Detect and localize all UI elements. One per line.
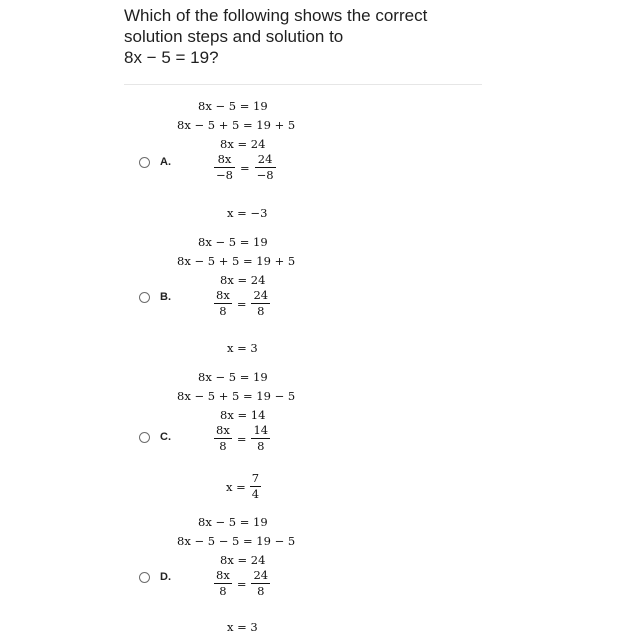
- option-a-fraction-right-numerator: 24: [257, 152, 273, 166]
- option-a-radio[interactable]: [139, 157, 150, 168]
- option-a-step-1: 8x − 5 = 19: [198, 99, 268, 113]
- option-d-radio[interactable]: [139, 572, 150, 583]
- option-d-division-step: $\frac{8x}{8}$ = $\frac{24}{8}$: [216, 568, 269, 598]
- option-c-letter: C.: [160, 431, 171, 443]
- option-a-step-2: 8x − 5 + 5 = 19 + 5: [177, 118, 296, 132]
- option-c-result-fraction: [250, 472, 261, 501]
- option-b-fraction-left-denominator: 8: [219, 304, 227, 318]
- option-a-fraction-right: [255, 153, 276, 182]
- option-c-step-1: 8x − 5 = 19: [198, 370, 268, 384]
- option-d-fraction-left-denominator: 8: [219, 584, 227, 598]
- option-a-fraction-left-numerator: 8x: [217, 152, 232, 166]
- option-c-result-denominator: 4: [251, 487, 260, 501]
- option-c-fraction-right: [251, 424, 270, 453]
- option-b-fraction-right: [251, 289, 270, 318]
- question-line-3: 8x − 5 = 19?: [124, 48, 219, 67]
- option-d-fraction-left-numerator: 8x: [216, 568, 230, 582]
- option-a-fraction-right-denominator: −8: [256, 168, 274, 182]
- option-d-fraction-right: [251, 569, 270, 598]
- option-a-result: x = −3: [227, 206, 268, 220]
- option-c-radio[interactable]: [139, 432, 150, 443]
- option-c-step-3: 8x = 14: [220, 408, 266, 422]
- option-b-fraction-right-denominator: 8: [257, 304, 265, 318]
- question-line-1: Which of the following shows the correct: [124, 6, 428, 25]
- option-b-result: x = 3: [227, 341, 258, 355]
- option-d-fraction-left: [214, 569, 232, 598]
- option-c-fraction-left-numerator: 8x: [216, 423, 230, 437]
- option-d-letter: D.: [160, 571, 171, 583]
- option-a-letter: A.: [160, 156, 171, 168]
- option-b-fraction-right-numerator: 24: [253, 288, 269, 302]
- option-b-step-2: 8x − 5 + 5 = 19 + 5: [177, 254, 296, 268]
- option-a-division-step: $\frac{8x}{-8}$ = $\frac{24}{-8}$: [216, 152, 274, 182]
- question-prompt: [124, 5, 484, 68]
- question-divider: [124, 84, 482, 85]
- option-a-fraction-left: [214, 153, 235, 182]
- option-d-step-2: 8x − 5 − 5 = 19 − 5: [177, 534, 296, 548]
- option-c-result-variable: x =: [226, 479, 246, 494]
- option-d-step-3: 8x = 24: [220, 553, 266, 567]
- option-b-letter: B.: [160, 291, 171, 303]
- option-b-fraction-left: [214, 289, 232, 318]
- option-d-fraction-right-denominator: 8: [257, 584, 265, 598]
- option-c-result: [226, 472, 261, 501]
- option-c-fraction-left-denominator: 8: [219, 439, 227, 453]
- option-b-radio[interactable]: [139, 292, 150, 303]
- option-a-step-3: 8x = 24: [220, 137, 266, 151]
- option-c-division-step: $\frac{8x}{8}$ = $\frac{14}{8}$: [216, 423, 269, 453]
- option-c-fraction-right-numerator: 14: [253, 423, 269, 437]
- option-c-result-numerator: 7: [251, 471, 260, 485]
- question-line-2: solution steps and solution to: [124, 27, 344, 46]
- option-b-step-1: 8x − 5 = 19: [198, 235, 268, 249]
- option-c-fraction-right-denominator: 8: [257, 439, 265, 453]
- option-d-result: x = 3: [227, 620, 258, 634]
- option-d-fraction-right-numerator: 24: [253, 568, 269, 582]
- option-d-step-1: 8x − 5 = 19: [198, 515, 268, 529]
- option-c-fraction-left: [214, 424, 232, 453]
- option-b-division-step: $\frac{8x}{8}$ = $\frac{24}{8}$: [216, 288, 269, 318]
- option-b-step-3: 8x = 24: [220, 273, 266, 287]
- option-a-fraction-left-denominator: −8: [216, 168, 233, 182]
- option-c-step-2: 8x − 5 + 5 = 19 − 5: [177, 389, 296, 403]
- option-b-fraction-left-numerator: 8x: [216, 288, 230, 302]
